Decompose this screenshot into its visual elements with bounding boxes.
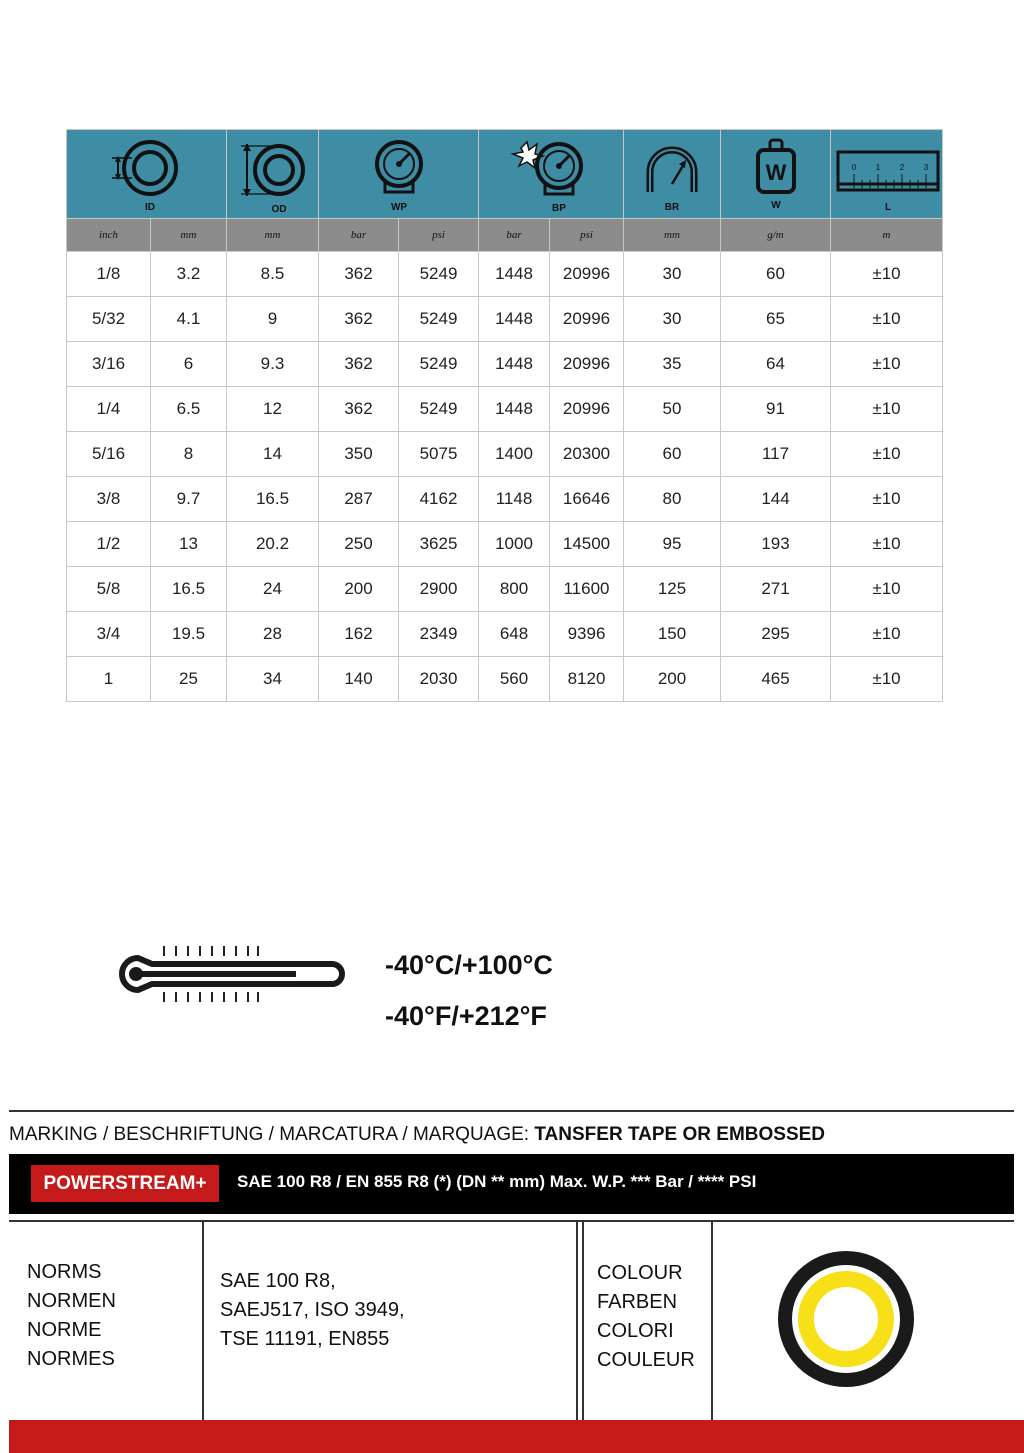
- table-cell: 465: [721, 657, 831, 702]
- table-cell: 271: [721, 567, 831, 612]
- colour-label: COLORI: [597, 1320, 674, 1342]
- table-cell: 1/2: [67, 522, 151, 567]
- red-footer-bar: [9, 1420, 1024, 1453]
- l-icon-label: L: [884, 202, 891, 213]
- colour-label: COULEUR: [597, 1349, 695, 1371]
- table-cell: 5249: [399, 342, 479, 387]
- table-cell: ±10: [831, 657, 943, 702]
- table-cell: 60: [721, 252, 831, 297]
- table-cell: 117: [721, 432, 831, 477]
- table-row: [67, 252, 943, 297]
- unit-cell: mm: [227, 219, 319, 252]
- l-header-cell: [831, 130, 943, 219]
- spec-table: [66, 129, 943, 702]
- thermometer-icon: [112, 940, 352, 1006]
- table-cell: 1448: [479, 252, 550, 297]
- table-cell: 2030: [399, 657, 479, 702]
- table-cell: 14500: [550, 522, 624, 567]
- table-cell: 8120: [550, 657, 624, 702]
- table-cell: 1000: [479, 522, 550, 567]
- norms-label: NORMES: [27, 1348, 115, 1370]
- table-cell: 3.2: [151, 252, 227, 297]
- colour-label: COLOUR: [597, 1262, 683, 1284]
- unit-row: [67, 219, 943, 252]
- table-cell: ±10: [831, 252, 943, 297]
- table-cell: 5249: [399, 387, 479, 432]
- table-cell: 150: [624, 612, 721, 657]
- table-cell: 362: [319, 342, 399, 387]
- table-cell: 1: [67, 657, 151, 702]
- table-cell: ±10: [831, 522, 943, 567]
- table-cell: 5/32: [67, 297, 151, 342]
- table-cell: 4162: [399, 477, 479, 522]
- inner-diameter-icon: [102, 134, 192, 214]
- table-cell: 1/4: [67, 387, 151, 432]
- table-cell: 9396: [550, 612, 624, 657]
- table-cell: 16.5: [227, 477, 319, 522]
- table-cell: 19.5: [151, 612, 227, 657]
- length-ruler-icon: [832, 134, 942, 214]
- w-icon-label: W: [770, 200, 781, 211]
- unit-cell: bar: [479, 219, 550, 252]
- table-cell: 16646: [550, 477, 624, 522]
- table-cell: 5/8: [67, 567, 151, 612]
- divider-top: [9, 1110, 1014, 1112]
- table-cell: 295: [721, 612, 831, 657]
- table-cell: ±10: [831, 612, 943, 657]
- table-cell: 65: [721, 297, 831, 342]
- table-cell: ±10: [831, 297, 943, 342]
- table-cell: 5075: [399, 432, 479, 477]
- table-cell: 13: [151, 522, 227, 567]
- marking-value: TANSFER TAPE OR EMBOSSED: [534, 1124, 826, 1145]
- w-header-cell: [721, 130, 831, 219]
- table-cell: 2900: [399, 567, 479, 612]
- marking-line: [9, 1124, 825, 1146]
- table-cell: 3625: [399, 522, 479, 567]
- column-divider: [711, 1222, 713, 1420]
- table-cell: 25: [151, 657, 227, 702]
- table-cell: 20.2: [227, 522, 319, 567]
- norms-value: TSE 11191, EN855: [220, 1328, 390, 1350]
- table-cell: 9.3: [227, 342, 319, 387]
- brand-badge: POWERSTREAM+: [31, 1165, 219, 1202]
- br-icon-label: BR: [664, 202, 680, 213]
- table-cell: 1148: [479, 477, 550, 522]
- table-cell: 5/16: [67, 432, 151, 477]
- table-cell: ±10: [831, 477, 943, 522]
- table-cell: 250: [319, 522, 399, 567]
- table-cell: 362: [319, 252, 399, 297]
- od-icon-label: OD: [271, 204, 286, 214]
- unit-cell: m: [831, 219, 943, 252]
- table-cell: 24: [227, 567, 319, 612]
- bend-radius-icon: [632, 134, 712, 214]
- table-cell: 162: [319, 612, 399, 657]
- table-cell: 6.5: [151, 387, 227, 432]
- table-cell: 34: [227, 657, 319, 702]
- table-cell: 140: [319, 657, 399, 702]
- outer-diameter-icon: [233, 134, 313, 214]
- table-cell: 362: [319, 297, 399, 342]
- marking-label: MARKING / BESCHRIFTUNG / MARCATURA / MARQUAGE:: [9, 1124, 535, 1145]
- bp-header-cell: [479, 130, 624, 219]
- wp-header-cell: [319, 130, 479, 219]
- table-cell: ±10: [831, 387, 943, 432]
- table-cell: 1448: [479, 297, 550, 342]
- marking-text: SAE 100 R8 / EN 855 R8 (*) (DN ** mm) Max. W.P. *** Bar / **** PSI: [237, 1172, 757, 1191]
- table-cell: 3/8: [67, 477, 151, 522]
- table-cell: 5249: [399, 252, 479, 297]
- table-cell: 11600: [550, 567, 624, 612]
- norms-value: SAEJ517, ISO 3949,: [220, 1299, 405, 1321]
- hose-colour-swatch: [775, 1248, 917, 1390]
- norms-value: SAE 100 R8,: [220, 1270, 336, 1292]
- data-body: [67, 252, 943, 702]
- table-cell: 50: [624, 387, 721, 432]
- table-row: [67, 432, 943, 477]
- wp-icon-label: WP: [390, 202, 407, 213]
- table-cell: 648: [479, 612, 550, 657]
- colour-label: FARBEN: [597, 1291, 678, 1313]
- table-cell: 200: [319, 567, 399, 612]
- table-row: [67, 612, 943, 657]
- table-row: [67, 297, 943, 342]
- table-cell: 3/4: [67, 612, 151, 657]
- table-cell: 60: [624, 432, 721, 477]
- norms-label: NORMS: [27, 1261, 102, 1283]
- table-row: [67, 477, 943, 522]
- table-cell: 91: [721, 387, 831, 432]
- table-cell: 6: [151, 342, 227, 387]
- od-header-cell: [227, 130, 319, 219]
- table-cell: 20300: [550, 432, 624, 477]
- table-cell: 125: [624, 567, 721, 612]
- unit-cell: psi: [550, 219, 624, 252]
- ruler-tick-2: 2: [899, 163, 904, 172]
- table-cell: 800: [479, 567, 550, 612]
- table-cell: 64: [721, 342, 831, 387]
- colour-labels: [597, 1259, 695, 1375]
- table-cell: 30: [624, 297, 721, 342]
- br-header-cell: [624, 130, 721, 219]
- table-cell: 1448: [479, 387, 550, 432]
- table-cell: 28: [227, 612, 319, 657]
- table-cell: 80: [624, 477, 721, 522]
- divider-bottom: [9, 1220, 1014, 1222]
- working-pressure-gauge-icon: [359, 134, 439, 214]
- column-divider: [576, 1222, 578, 1420]
- table-cell: 30: [624, 252, 721, 297]
- table-cell: 200: [624, 657, 721, 702]
- column-divider: [582, 1222, 584, 1420]
- table-cell: 287: [319, 477, 399, 522]
- weight-icon: [736, 134, 816, 214]
- temperature-celsius: -40°C/+100°C: [385, 950, 553, 980]
- table-cell: 14: [227, 432, 319, 477]
- table-cell: 560: [479, 657, 550, 702]
- table-cell: 8: [151, 432, 227, 477]
- table-cell: 20996: [550, 297, 624, 342]
- unit-cell: mm: [624, 219, 721, 252]
- table-cell: 2349: [399, 612, 479, 657]
- norms-label: NORME: [27, 1319, 102, 1341]
- unit-cell: psi: [399, 219, 479, 252]
- ruler-tick-0: 0: [851, 163, 856, 172]
- table-cell: 1448: [479, 342, 550, 387]
- table-cell: 8.5: [227, 252, 319, 297]
- norms-label: NORMEN: [27, 1290, 116, 1312]
- burst-pressure-gauge-icon: [501, 134, 601, 214]
- table-cell: 12: [227, 387, 319, 432]
- temperature-fahrenheit: -40°F/+212°F: [385, 1001, 547, 1031]
- table-row: [67, 567, 943, 612]
- table-cell: 35: [624, 342, 721, 387]
- table-row: [67, 387, 943, 432]
- id-icon-label: ID: [144, 202, 155, 213]
- table-cell: 1/8: [67, 252, 151, 297]
- table-cell: 144: [721, 477, 831, 522]
- table-cell: 4.1: [151, 297, 227, 342]
- table-cell: 9: [227, 297, 319, 342]
- unit-cell: mm: [151, 219, 227, 252]
- norms-values: [220, 1267, 405, 1354]
- table-cell: 193: [721, 522, 831, 567]
- table-cell: 20996: [550, 252, 624, 297]
- id-header-cell: [67, 130, 227, 219]
- table-cell: 20996: [550, 387, 624, 432]
- table-row: [67, 522, 943, 567]
- bp-icon-label: BP: [552, 203, 566, 214]
- table-cell: 20996: [550, 342, 624, 387]
- table-cell: ±10: [831, 342, 943, 387]
- table-cell: 1400: [479, 432, 550, 477]
- ruler-tick-1: 1: [875, 163, 880, 172]
- unit-cell: inch: [67, 219, 151, 252]
- table-cell: 9.7: [151, 477, 227, 522]
- table-cell: 95: [624, 522, 721, 567]
- table-cell: 5249: [399, 297, 479, 342]
- ruler-tick-3: 3: [923, 163, 928, 172]
- table-row: [67, 657, 943, 702]
- unit-cell: g/m: [721, 219, 831, 252]
- unit-cell: bar: [319, 219, 399, 252]
- w-icon-glyph: W: [765, 160, 786, 185]
- table-cell: ±10: [831, 432, 943, 477]
- table-cell: ±10: [831, 567, 943, 612]
- norms-labels: [27, 1258, 116, 1374]
- table-cell: 350: [319, 432, 399, 477]
- table-row: [67, 342, 943, 387]
- icon-header-row: [67, 130, 943, 219]
- column-divider: [202, 1222, 204, 1420]
- table-cell: 16.5: [151, 567, 227, 612]
- table-cell: 362: [319, 387, 399, 432]
- table-cell: 3/16: [67, 342, 151, 387]
